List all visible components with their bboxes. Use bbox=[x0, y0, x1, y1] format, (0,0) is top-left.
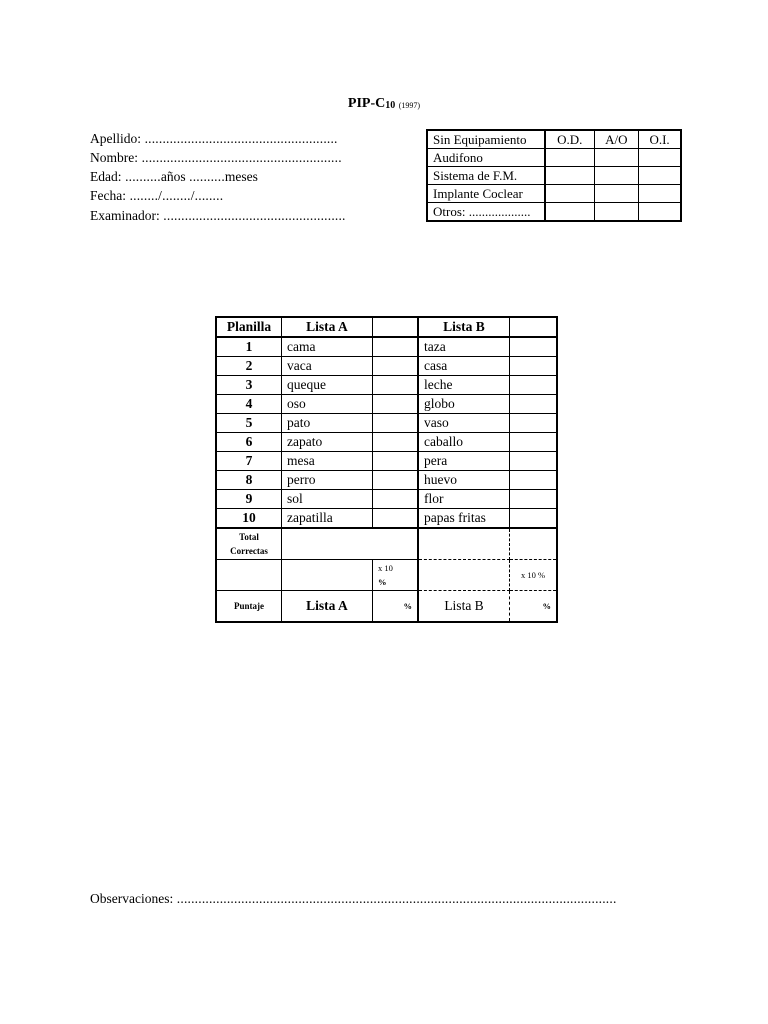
planilla-header: Planilla bbox=[216, 317, 282, 337]
score-a-cell[interactable] bbox=[373, 395, 419, 414]
lista-a-header: Lista A bbox=[282, 317, 373, 337]
row-number: 3 bbox=[216, 376, 282, 395]
table-row bbox=[216, 509, 557, 529]
row-number: 2 bbox=[216, 357, 282, 376]
title-main: PIP-C bbox=[347, 96, 386, 111]
word-a: perro bbox=[282, 471, 373, 490]
total-b-extra-cell[interactable] bbox=[510, 528, 558, 560]
equipment-cell[interactable] bbox=[594, 185, 639, 203]
score-a-cell[interactable] bbox=[373, 471, 419, 490]
list-header-row bbox=[216, 317, 557, 337]
word-b: vaso bbox=[418, 414, 510, 433]
equipment-row-label: Sistema de F.M. bbox=[427, 167, 545, 185]
score-a-cell[interactable] bbox=[373, 452, 419, 471]
document-title bbox=[0, 96, 768, 112]
x10-a-cell[interactable] bbox=[282, 560, 373, 591]
row-number: 7 bbox=[216, 452, 282, 471]
table-row bbox=[216, 414, 557, 433]
score-a-cell[interactable] bbox=[373, 376, 419, 395]
word-a: zapatilla bbox=[282, 509, 373, 529]
word-a: vaca bbox=[282, 357, 373, 376]
word-a: mesa bbox=[282, 452, 373, 471]
word-b: taza bbox=[418, 337, 510, 357]
total-row bbox=[216, 528, 557, 560]
lista-b-header: Lista B bbox=[418, 317, 510, 337]
word-list-table bbox=[215, 316, 558, 623]
word-a: oso bbox=[282, 395, 373, 414]
total-b-cell[interactable] bbox=[418, 528, 510, 560]
word-a: zapato bbox=[282, 433, 373, 452]
equipment-cell[interactable] bbox=[545, 185, 594, 203]
word-b: huevo bbox=[418, 471, 510, 490]
table-row bbox=[216, 433, 557, 452]
table-row bbox=[216, 471, 557, 490]
score-b-cell[interactable] bbox=[510, 471, 558, 490]
word-b: papas fritas bbox=[418, 509, 510, 529]
table-row bbox=[216, 452, 557, 471]
puntaje-lista-b: Lista B bbox=[418, 591, 510, 623]
equipment-cell[interactable] bbox=[639, 203, 681, 222]
equipment-cell[interactable] bbox=[639, 167, 681, 185]
total-correctas-label: Total Correctas bbox=[216, 528, 282, 560]
word-a: sol bbox=[282, 490, 373, 509]
equipment-row-label: Implante Coclear bbox=[427, 185, 545, 203]
equipment-row-label: Audifono bbox=[427, 149, 545, 167]
fecha-field[interactable]: Fecha: ......../......../........ bbox=[90, 188, 224, 203]
score-b-cell[interactable] bbox=[510, 357, 558, 376]
score-b-cell[interactable] bbox=[510, 414, 558, 433]
row-number: 5 bbox=[216, 414, 282, 433]
puntaje-label: Puntaje bbox=[216, 591, 282, 623]
table-row bbox=[216, 357, 557, 376]
oi-header: O.I. bbox=[639, 130, 681, 149]
apellido-field[interactable]: Apellido: ...................................................... bbox=[90, 131, 338, 146]
puntaje-a-pct: % bbox=[373, 591, 419, 623]
od-header: O.D. bbox=[545, 130, 594, 149]
row-number: 10 bbox=[216, 509, 282, 529]
lista-b-score-header bbox=[510, 317, 558, 337]
score-b-cell[interactable] bbox=[510, 490, 558, 509]
equipment-cell[interactable] bbox=[639, 185, 681, 203]
score-a-cell[interactable] bbox=[373, 337, 419, 357]
row-number: 1 bbox=[216, 337, 282, 357]
ao-header: A/O bbox=[594, 130, 639, 149]
equipment-row bbox=[427, 185, 681, 203]
equipment-cell[interactable] bbox=[594, 167, 639, 185]
word-a: pato bbox=[282, 414, 373, 433]
equipment-cell[interactable] bbox=[639, 149, 681, 167]
word-b: leche bbox=[418, 376, 510, 395]
score-a-cell[interactable] bbox=[373, 357, 419, 376]
score-a-cell[interactable] bbox=[373, 490, 419, 509]
word-a: queque bbox=[282, 376, 373, 395]
table-row bbox=[216, 490, 557, 509]
score-b-cell[interactable] bbox=[510, 376, 558, 395]
table-row bbox=[216, 376, 557, 395]
lista-a-score-header bbox=[373, 317, 419, 337]
score-b-cell[interactable] bbox=[510, 395, 558, 414]
nombre-field[interactable]: Nombre: ........................................................ bbox=[90, 150, 342, 165]
x10-b-label: x 10 % bbox=[510, 560, 558, 591]
word-b: pera bbox=[418, 452, 510, 471]
equipment-header-row bbox=[427, 130, 681, 149]
equipment-cell[interactable] bbox=[545, 149, 594, 167]
equipment-cell[interactable] bbox=[594, 149, 639, 167]
x10-b-cell[interactable] bbox=[418, 560, 510, 591]
puntaje-b-pct: % bbox=[510, 591, 558, 623]
word-a: cama bbox=[282, 337, 373, 357]
equipment-header-label: Sin Equipamiento bbox=[427, 130, 545, 149]
total-a-cell[interactable] bbox=[282, 528, 419, 560]
x10-a-label: x 10 % bbox=[373, 560, 419, 591]
equipment-cell[interactable] bbox=[545, 203, 594, 222]
row-number: 4 bbox=[216, 395, 282, 414]
observaciones-field[interactable]: Observaciones: ........................................................................................................................... bbox=[90, 891, 617, 906]
x10-label-cell bbox=[216, 560, 282, 591]
row-number: 8 bbox=[216, 471, 282, 490]
score-b-cell[interactable] bbox=[510, 452, 558, 471]
score-a-cell[interactable] bbox=[373, 509, 419, 529]
equipment-cell[interactable] bbox=[594, 203, 639, 222]
equipment-row bbox=[427, 149, 681, 167]
equipment-row bbox=[427, 167, 681, 185]
equipment-row bbox=[427, 203, 681, 222]
table-row bbox=[216, 337, 557, 357]
score-b-cell[interactable] bbox=[510, 337, 558, 357]
puntaje-row bbox=[216, 591, 557, 623]
equipment-row-label: Otros: ................... bbox=[427, 203, 545, 222]
row-number: 6 bbox=[216, 433, 282, 452]
row-number: 9 bbox=[216, 490, 282, 509]
equipment-table bbox=[426, 129, 682, 222]
puntaje-lista-a: Lista A bbox=[282, 591, 373, 623]
x10-row bbox=[216, 560, 557, 591]
title-subscript: 10 bbox=[385, 100, 396, 111]
edad-field[interactable]: Edad: ..........años ..........meses bbox=[90, 169, 258, 184]
examinador-field[interactable]: Examinador: ................................................... bbox=[90, 208, 346, 223]
score-b-cell[interactable] bbox=[510, 433, 558, 452]
score-a-cell[interactable] bbox=[373, 414, 419, 433]
word-b: flor bbox=[418, 490, 510, 509]
score-b-cell[interactable] bbox=[510, 509, 558, 529]
equipment-cell[interactable] bbox=[545, 167, 594, 185]
score-a-cell[interactable] bbox=[373, 433, 419, 452]
title-year: (1997) bbox=[398, 101, 421, 110]
word-b: caballo bbox=[418, 433, 510, 452]
table-row bbox=[216, 395, 557, 414]
word-b: casa bbox=[418, 357, 510, 376]
word-b: globo bbox=[418, 395, 510, 414]
